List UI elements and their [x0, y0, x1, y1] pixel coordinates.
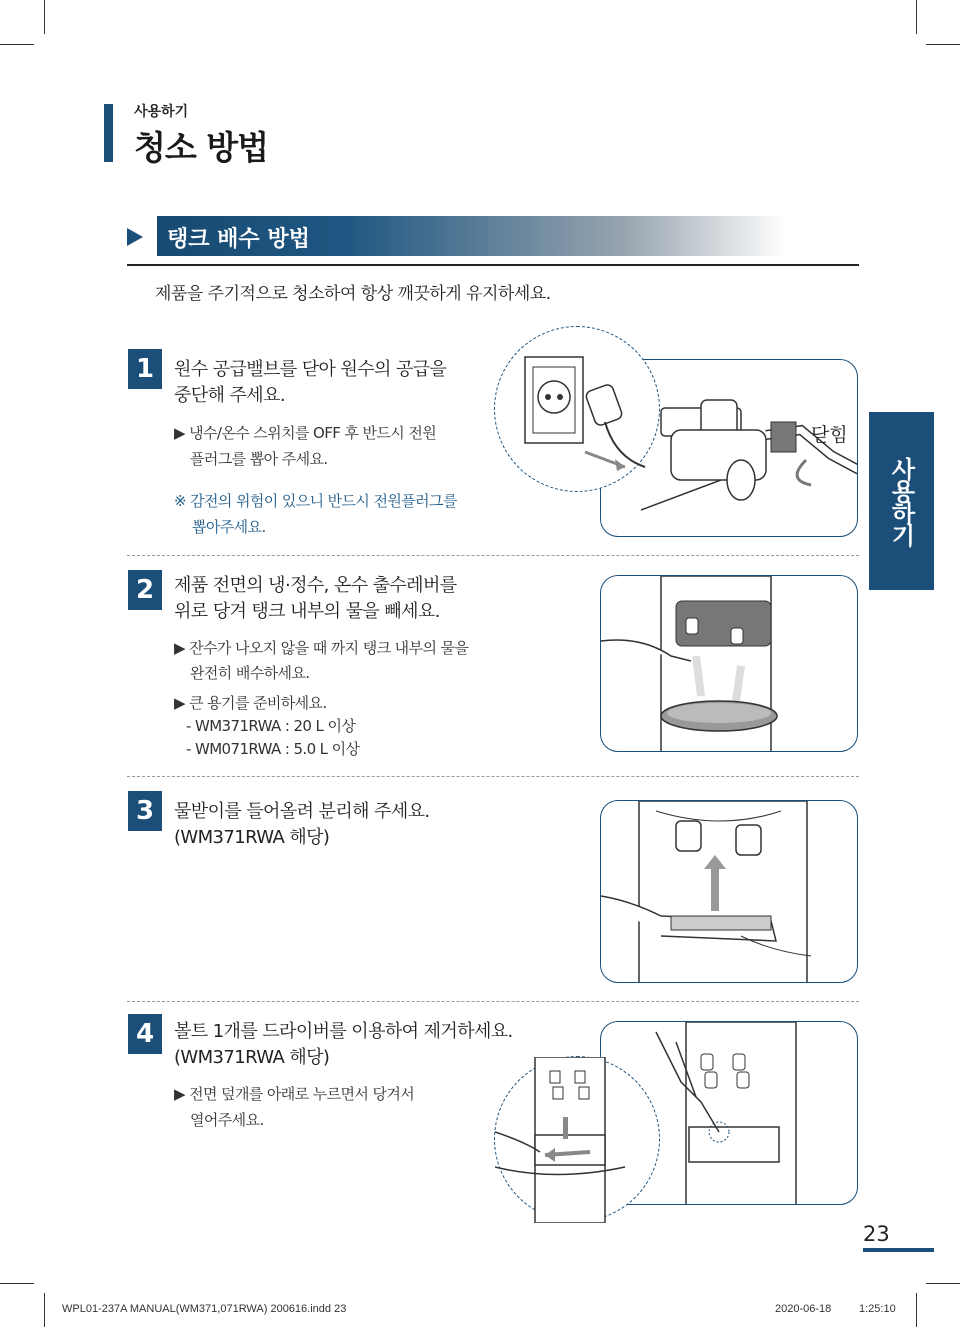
- step-number-1: 1: [128, 349, 162, 389]
- step-number-3: 3: [128, 791, 162, 831]
- section-accent-bar: [104, 104, 113, 162]
- valve-closed-label: 닫힘: [811, 424, 848, 446]
- step-3-line-2: (WM371RWA 해당): [174, 827, 330, 848]
- illustration-drip-tray: [600, 800, 858, 983]
- step-4-bullet-1-cont: 열어주세요.: [190, 1111, 264, 1129]
- step-2-bullet-2: ▶ 큰 용기를 준비하세요.: [174, 694, 327, 712]
- page-title: 청소 방법: [134, 128, 269, 167]
- crop-mark: [44, 0, 45, 34]
- step-2-model-2: - WM071RWA : 5.0 L 이상: [186, 740, 360, 758]
- step-2-line-2: 위로 당겨 탱크 내부의 물을 빼세요.: [174, 601, 440, 622]
- dashed-divider: [127, 555, 859, 556]
- step-number-2: 2: [128, 570, 162, 610]
- step-1-warning-cont: 뽑아주세요.: [192, 518, 266, 536]
- step-2-line-1: 제품 전면의 냉·정수, 온수 출수레버를: [174, 575, 457, 596]
- crop-mark: [916, 1293, 917, 1327]
- page-number-underline: [863, 1248, 934, 1252]
- step-2-bullet-1-cont: 완전히 배수하세요.: [190, 664, 310, 682]
- crop-mark: [0, 1283, 34, 1284]
- section-category: 사용하기: [134, 104, 189, 120]
- step-1-bullet-1-cont: 플러그를 뽑아 주세요.: [190, 450, 328, 468]
- footer-time: 1:25:10: [859, 1303, 896, 1315]
- step-1-warning: ※ 감전의 위험이 있으니 반드시 전원플러그를: [174, 492, 457, 510]
- dashed-divider: [127, 1001, 859, 1002]
- step-4-line-1: 볼트 1개를 드라이버를 이용하여 제거하세요.: [174, 1021, 513, 1042]
- intro-text: 제품을 주기적으로 청소하여 항상 깨끗하게 유지하세요.: [155, 284, 551, 304]
- step-1-line-1: 원수 공급밸브를 닫아 원수의 공급을: [174, 359, 447, 380]
- illustration-plug-detail: [494, 326, 660, 492]
- step-3-line-1: 물받이를 들어올려 분리해 주세요.: [174, 801, 430, 822]
- crop-mark: [44, 1293, 45, 1327]
- footer-date: 2020-06-18: [775, 1303, 832, 1315]
- illustration-drain: [600, 575, 858, 752]
- step-4-line-2: (WM371RWA 해당): [174, 1047, 330, 1068]
- divider: [127, 264, 859, 266]
- play-arrow-icon: [127, 228, 143, 246]
- crop-mark: [0, 44, 34, 45]
- side-tab-label: 사용하기: [887, 457, 915, 545]
- crop-mark: [926, 44, 960, 45]
- step-2-model-1: - WM371RWA : 20 L 이상: [186, 717, 356, 735]
- crop-mark: [916, 0, 917, 34]
- step-1-line-2: 중단해 주세요.: [174, 385, 285, 406]
- subsection-title: 탱크 배수 방법: [167, 227, 310, 252]
- page-number: 23: [863, 1222, 890, 1246]
- crop-mark: [926, 1283, 960, 1284]
- step-2-bullet-1: ▶ 잔수가 나오지 않을 때 까지 탱크 내부의 물을: [174, 639, 469, 657]
- step-4-bullet-1: ▶ 전면 덮개를 아래로 누르면서 당겨서: [174, 1085, 415, 1103]
- illustration-cover-detail: [494, 1056, 660, 1222]
- step-number-4: 4: [128, 1014, 162, 1054]
- dashed-divider: [127, 776, 859, 777]
- step-1-bullet-1: ▶ 냉수/온수 스위치를 OFF 후 반드시 전원: [174, 424, 437, 442]
- footer-file: WPL01-237A MANUAL(WM371,071RWA) 200616.indd 23: [62, 1303, 347, 1315]
